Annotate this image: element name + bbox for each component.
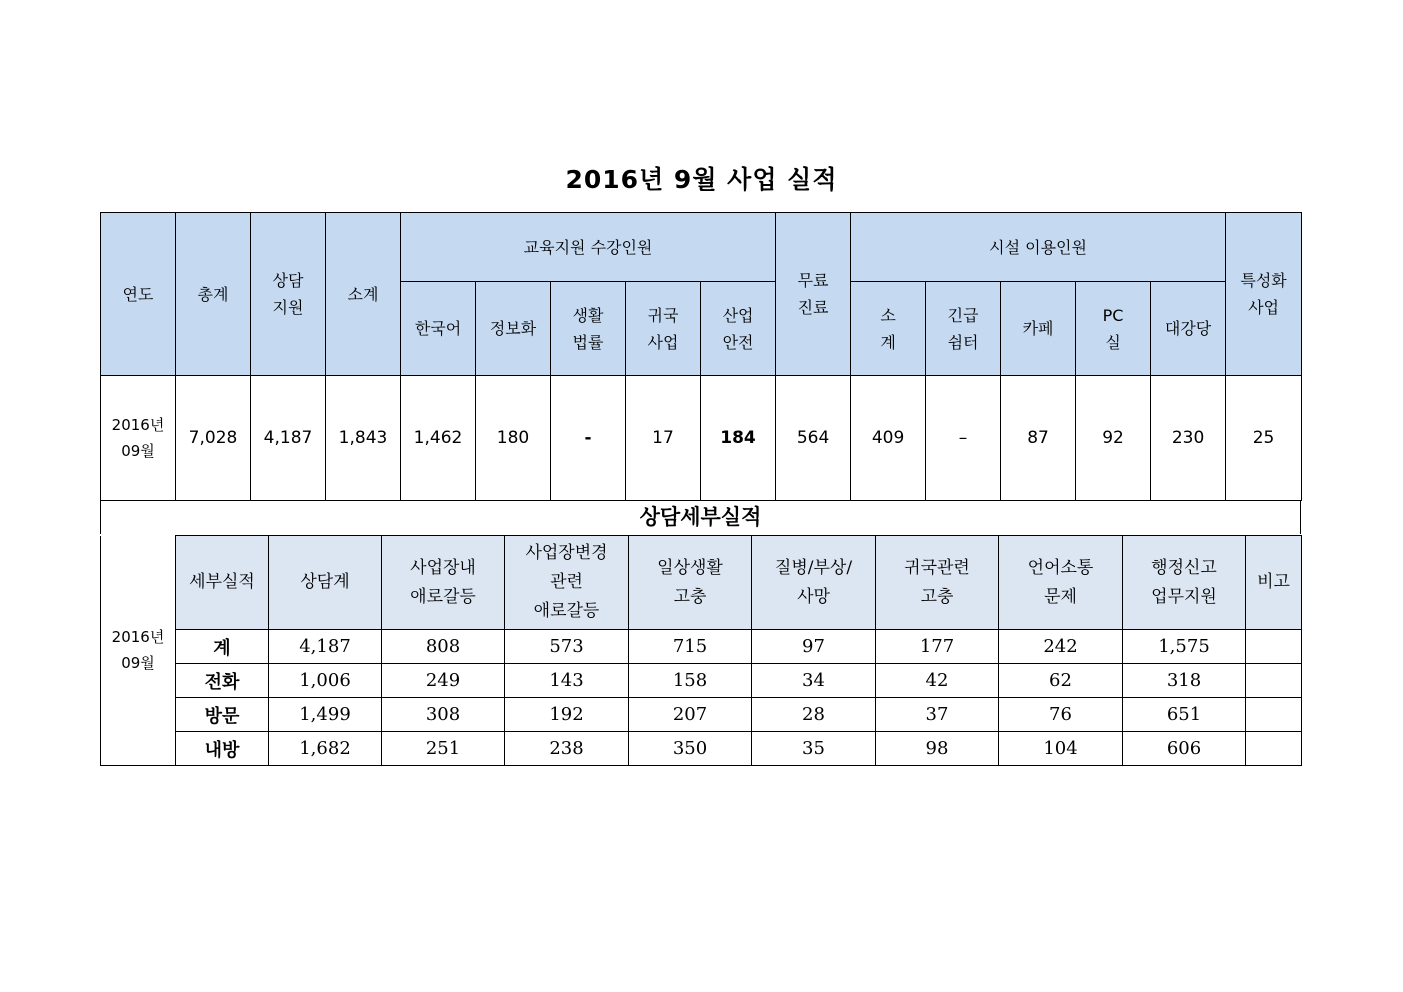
cell: 808	[382, 630, 505, 664]
header-subtotal: 소계	[326, 213, 401, 376]
cell: 715	[629, 630, 752, 664]
cell: 573	[505, 630, 629, 664]
row-label: 방문	[176, 698, 269, 732]
detail-header-return: 귀국관련 고충	[876, 536, 999, 630]
cell: 104	[999, 732, 1123, 766]
header-shelter: 긴급 쉼터	[926, 282, 1001, 376]
value-shelter: –	[926, 376, 1001, 501]
cell: 350	[629, 732, 752, 766]
header-facility-subtotal: 소 계	[851, 282, 926, 376]
table-row	[101, 698, 1302, 732]
header-free-clinic: 무료 진료	[776, 213, 851, 376]
value-facility-subtotal: 409	[851, 376, 926, 501]
detail-header-category: 세부실적	[176, 536, 269, 630]
cell: 34	[752, 664, 876, 698]
value-special: 25	[1226, 376, 1302, 501]
summary-year-cell: 2016년 09월	[101, 376, 176, 501]
cell: 158	[629, 664, 752, 698]
header-cafe: 카페	[1001, 282, 1076, 376]
cell	[1246, 630, 1302, 664]
cell: 98	[876, 732, 999, 766]
cell: 76	[999, 698, 1123, 732]
document-title: 2016년 9월 사업 실적	[565, 165, 838, 194]
header-info: 정보화	[476, 282, 551, 376]
header-facility-group: 시설 이용인원	[851, 213, 1226, 282]
cell: 651	[1123, 698, 1246, 732]
cell: 177	[876, 630, 999, 664]
table-row	[101, 732, 1302, 766]
header-total: 총계	[176, 213, 251, 376]
detail-header-daily-life: 일상생활 고충	[629, 536, 752, 630]
cell: 143	[505, 664, 629, 698]
cell: 207	[629, 698, 752, 732]
value-korean: 1,462	[401, 376, 476, 501]
cell: 35	[752, 732, 876, 766]
cell: 1,575	[1123, 630, 1246, 664]
cell	[1246, 698, 1302, 732]
table-row	[101, 630, 1302, 664]
value-info: 180	[476, 376, 551, 501]
cell: 1,682	[269, 732, 382, 766]
detail-header-note: 비고	[1246, 536, 1302, 630]
detail-header-total: 상담계	[269, 536, 382, 630]
cell: 238	[505, 732, 629, 766]
value-pc: 92	[1076, 376, 1151, 501]
detail-year-cell: 2016년 09월	[101, 536, 176, 766]
cell: 1,006	[269, 664, 382, 698]
header-special: 특성화 사업	[1226, 213, 1302, 376]
detail-header-workplace-change: 사업장변경 관련 애로갈등	[505, 536, 629, 630]
cell: 251	[382, 732, 505, 766]
header-pc: PC 실	[1076, 282, 1151, 376]
detail-header-illness: 질병/부상/ 사망	[752, 536, 876, 630]
cell: 97	[752, 630, 876, 664]
summary-table	[100, 212, 1302, 501]
value-hall: 230	[1151, 376, 1226, 501]
header-return-biz: 귀국 사업	[626, 282, 701, 376]
cell	[1246, 732, 1302, 766]
cell: 37	[876, 698, 999, 732]
value-safety: 184	[701, 376, 776, 501]
cell: 242	[999, 630, 1123, 664]
cell: 42	[876, 664, 999, 698]
cell	[1246, 664, 1302, 698]
row-label: 전화	[176, 664, 269, 698]
header-safety: 산업 안전	[701, 282, 776, 376]
detail-table	[100, 535, 1302, 766]
cell: 28	[752, 698, 876, 732]
value-total: 7,028	[176, 376, 251, 501]
row-label: 계	[176, 630, 269, 664]
row-label: 내방	[176, 732, 269, 766]
header-hall: 대강당	[1151, 282, 1226, 376]
cell: 249	[382, 664, 505, 698]
detail-header-admin: 행정신고 업무지원	[1123, 536, 1246, 630]
header-korean: 한국어	[401, 282, 476, 376]
value-free-clinic: 564	[776, 376, 851, 501]
table-row	[101, 664, 1302, 698]
header-life-law: 생활 법률	[551, 282, 626, 376]
cell: 1,499	[269, 698, 382, 732]
cell: 318	[1123, 664, 1246, 698]
value-life-law: -	[551, 376, 626, 501]
cell: 62	[999, 664, 1123, 698]
cell: 606	[1123, 732, 1246, 766]
cell: 308	[382, 698, 505, 732]
value-subtotal: 1,843	[326, 376, 401, 501]
value-counsel: 4,187	[251, 376, 326, 501]
header-counsel: 상담 지원	[251, 213, 326, 376]
detail-section-title: 상담세부실적	[100, 500, 1301, 534]
header-year: 연도	[101, 213, 176, 376]
value-return-biz: 17	[626, 376, 701, 501]
header-education-group: 교육지원 수강인원	[401, 213, 776, 282]
cell: 192	[505, 698, 629, 732]
detail-header-workplace: 사업장내 애로갈등	[382, 536, 505, 630]
cell: 4,187	[269, 630, 382, 664]
value-cafe: 87	[1001, 376, 1076, 501]
detail-header-language: 언어소통 문제	[999, 536, 1123, 630]
